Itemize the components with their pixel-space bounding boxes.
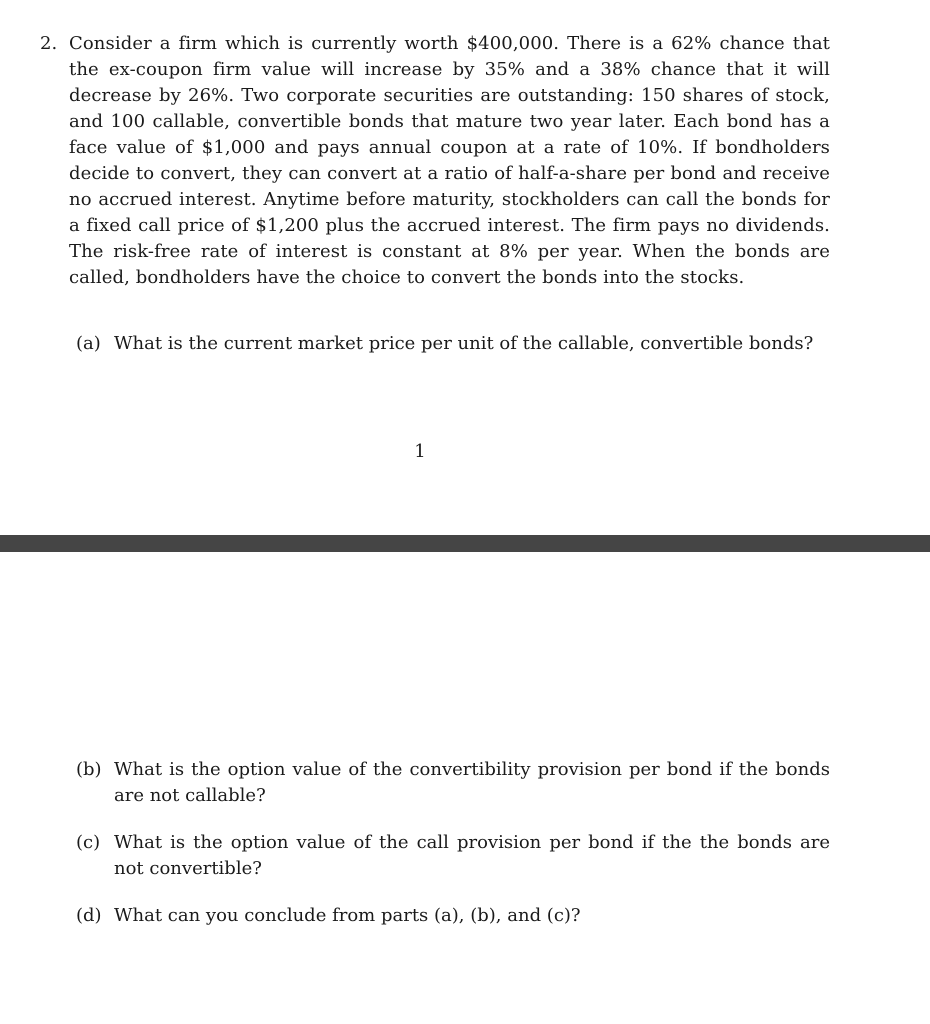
question-a-text: What is the current market price per unit of the callable, convertible bonds? xyxy=(114,333,814,354)
question-d-label: (d) xyxy=(76,905,102,926)
problem-text: Consider a firm which is currently worth $400,000. There is a 62% chance that the ex-coupon firm value will increase by 35% and a 38% chance that it will decrease by 26%. Two corporate securities are outstanding: 150 shares of stock, and 100 callable, convertible bonds that mature two year later. Each bond has a face value of $1,000 and pays annual coupon at a rate of 10%. If bondholders decide to convert, they can convert at a ratio of half-a-share per bond and receive no accrued interest. Anytime before maturity, stockholders can call the bonds for a fixed call price of $1,200 plus the accrued interest. The firm pays no dividends. The risk-free rate of interest is constant at 8% per year. When the bonds are called, bondholders have the choice to convert the bonds into the stocks. xyxy=(69,33,830,288)
question-b-text: What is the option value of the convertibility provision per bond if the bonds are not callable? xyxy=(114,759,830,806)
page-number: 1 xyxy=(414,441,426,462)
page-bottom xyxy=(0,552,930,1024)
question-d xyxy=(76,903,830,929)
question-c xyxy=(76,830,830,882)
question-b-label: (b) xyxy=(76,759,102,780)
page-divider xyxy=(0,535,930,552)
problem-statement xyxy=(40,31,830,291)
question-c-text: What is the option value of the call provision per bond if the the bonds are not convertible? xyxy=(114,832,830,879)
question-b xyxy=(76,757,830,809)
question-c-label: (c) xyxy=(76,832,101,853)
question-a-label: (a) xyxy=(76,333,101,354)
problem-number: 2. xyxy=(40,33,58,54)
question-d-text: What can you conclude from parts (a), (b), and (c)? xyxy=(114,905,581,926)
question-a xyxy=(76,331,830,357)
